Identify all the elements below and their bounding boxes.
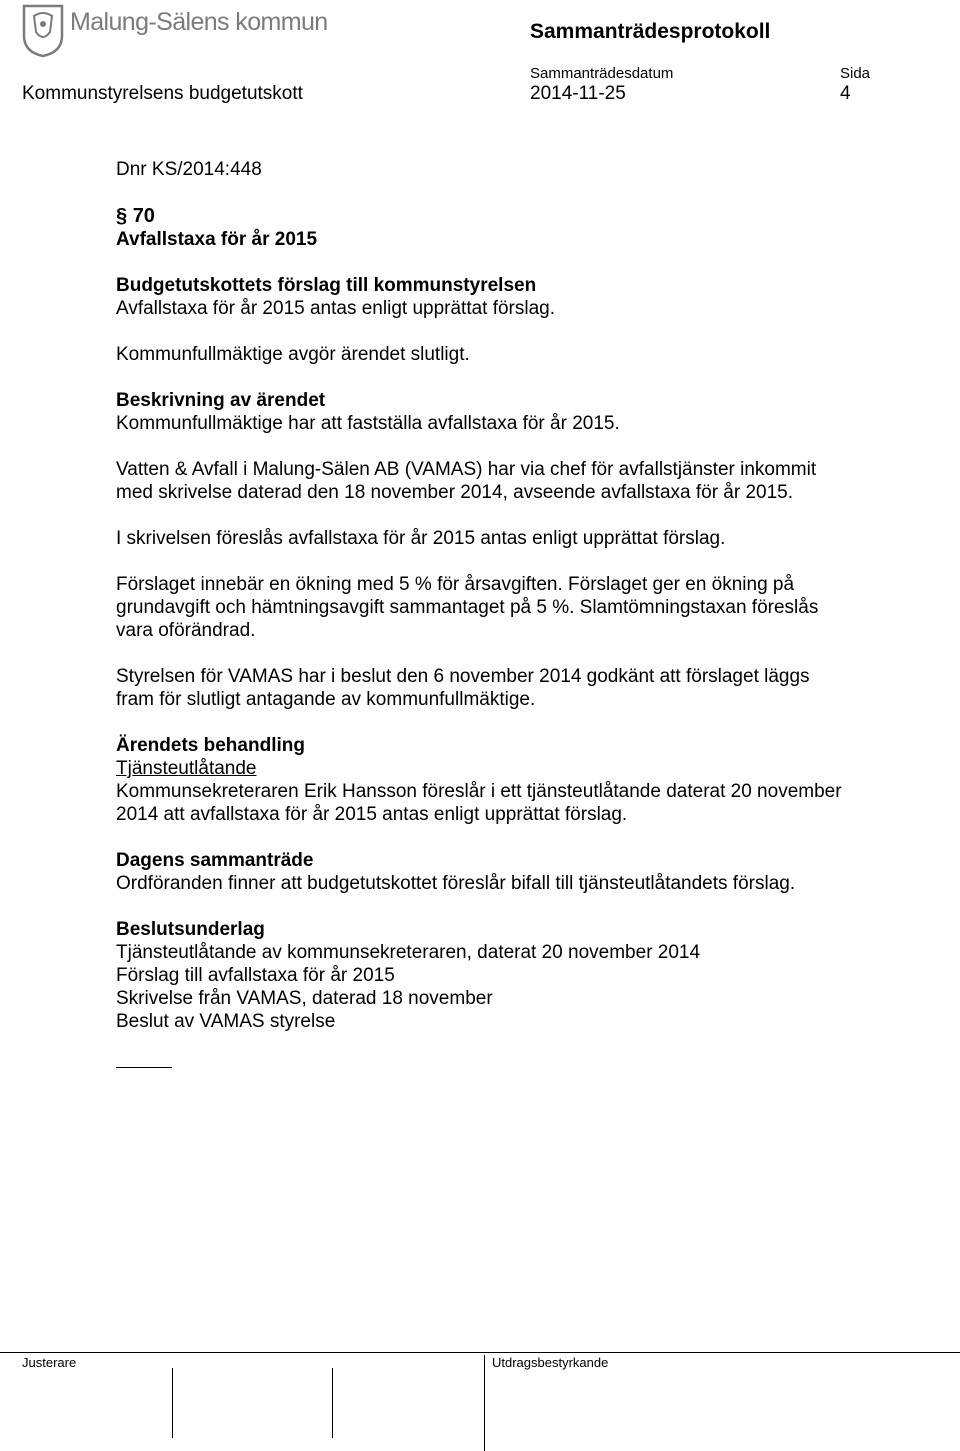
meeting-date: 2014-11-25 bbox=[530, 83, 626, 104]
decision-note: Kommunfullmäktige avgör ärendet slutligt. bbox=[116, 344, 470, 365]
description-paragraph-2-line-2: med skrivelse daterad den 18 november 2014, avseende avfallstaxa för år 2015. bbox=[116, 482, 794, 503]
document-type: Sammanträdesprotokoll bbox=[530, 20, 771, 43]
case-number: Dnr KS/2014:448 bbox=[116, 159, 262, 180]
description-paragraph-4-line-2: grundavgift och hämtningsavgift sammantaget på 5 %. Slamtömningstaxan föreslås bbox=[116, 597, 819, 618]
adjuster-label: Justerare bbox=[22, 1355, 77, 1370]
handling-line-1: Kommunsekreteraren Erik Hansson föreslår i ett tjänsteutlåtande daterat 20 november bbox=[116, 781, 842, 802]
handling-line-2: 2014 att avfallstaxa för år 2015 antas enligt upprättat förslag. bbox=[116, 804, 628, 825]
certifier-label: Utdragsbestyrkande bbox=[492, 1355, 609, 1370]
description-paragraph-5-line-2: fram för slutligt antagande av kommunfullmäktige. bbox=[116, 689, 536, 710]
description-paragraph-2-line-1: Vatten & Avfall i Malung-Sälen AB (VAMAS) har via chef för avfallstjänster inkommit bbox=[116, 459, 817, 480]
case-title: Avfallstaxa för år 2015 bbox=[116, 229, 318, 250]
description-paragraph-4-line-1: Förslaget innebär en ökning med 5 % för årsavgiften. Förslaget ger en ökning på bbox=[116, 574, 795, 595]
handling-subheading: Tjänsteutlåtande bbox=[116, 758, 257, 779]
page-label: Sida bbox=[840, 65, 871, 82]
meeting-text: Ordföranden finner att budgetutskottet föreslår bifall till tjänsteutlåtandets förslag. bbox=[116, 873, 796, 894]
basis-item: Beslut av VAMAS styrelse bbox=[116, 1011, 336, 1032]
basis-item: Skrivelse från VAMAS, daterad 18 november bbox=[116, 988, 493, 1009]
proposal-heading: Budgetutskottets förslag till kommunstyrelsen bbox=[116, 275, 537, 296]
proposal-text: Avfallstaxa för år 2015 antas enligt upprättat förslag. bbox=[116, 298, 556, 319]
description-paragraph-1: Kommunfullmäktige har att fastställa avfallstaxa för år 2015. bbox=[116, 413, 620, 434]
end-of-section-rule bbox=[116, 1067, 172, 1068]
description-paragraph-5-line-1: Styrelsen för VAMAS har i beslut den 6 november 2014 godkänt att förslaget läggs bbox=[116, 666, 810, 687]
description-paragraph-3: I skrivelsen föreslås avfallstaxa för år 2015 antas enligt upprättat förslag. bbox=[116, 528, 726, 549]
basis-item: Tjänsteutlåtande av kommunsekreteraren, daterat 20 november 2014 bbox=[116, 942, 701, 963]
section-number: 70 bbox=[132, 205, 155, 227]
date-label: Sammanträdesdatum bbox=[530, 65, 674, 82]
signature-divider bbox=[484, 1355, 485, 1451]
protocol-body bbox=[116, 158, 906, 1033]
basis-item: Förslag till avfallstaxa för år 2015 bbox=[116, 965, 395, 986]
basis-heading: Beslutsunderlag bbox=[116, 919, 265, 940]
section-heading bbox=[116, 205, 906, 228]
signature-divider bbox=[332, 1368, 333, 1438]
description-paragraph-4-line-3: vara oförändrad. bbox=[116, 620, 256, 641]
signature-divider bbox=[172, 1368, 173, 1438]
description-heading: Beskrivning av ärendet bbox=[116, 390, 326, 411]
handling-heading: Ärendets behandling bbox=[116, 735, 305, 756]
section-symbol: § bbox=[116, 205, 128, 227]
org-name: Malung-Sälens kommun bbox=[70, 8, 328, 36]
footer-divider bbox=[0, 1352, 960, 1353]
body-name: Kommunstyrelsens budgetutskott bbox=[22, 83, 303, 104]
meeting-heading: Dagens sammanträde bbox=[116, 850, 314, 871]
page-number: 4 bbox=[840, 83, 851, 104]
